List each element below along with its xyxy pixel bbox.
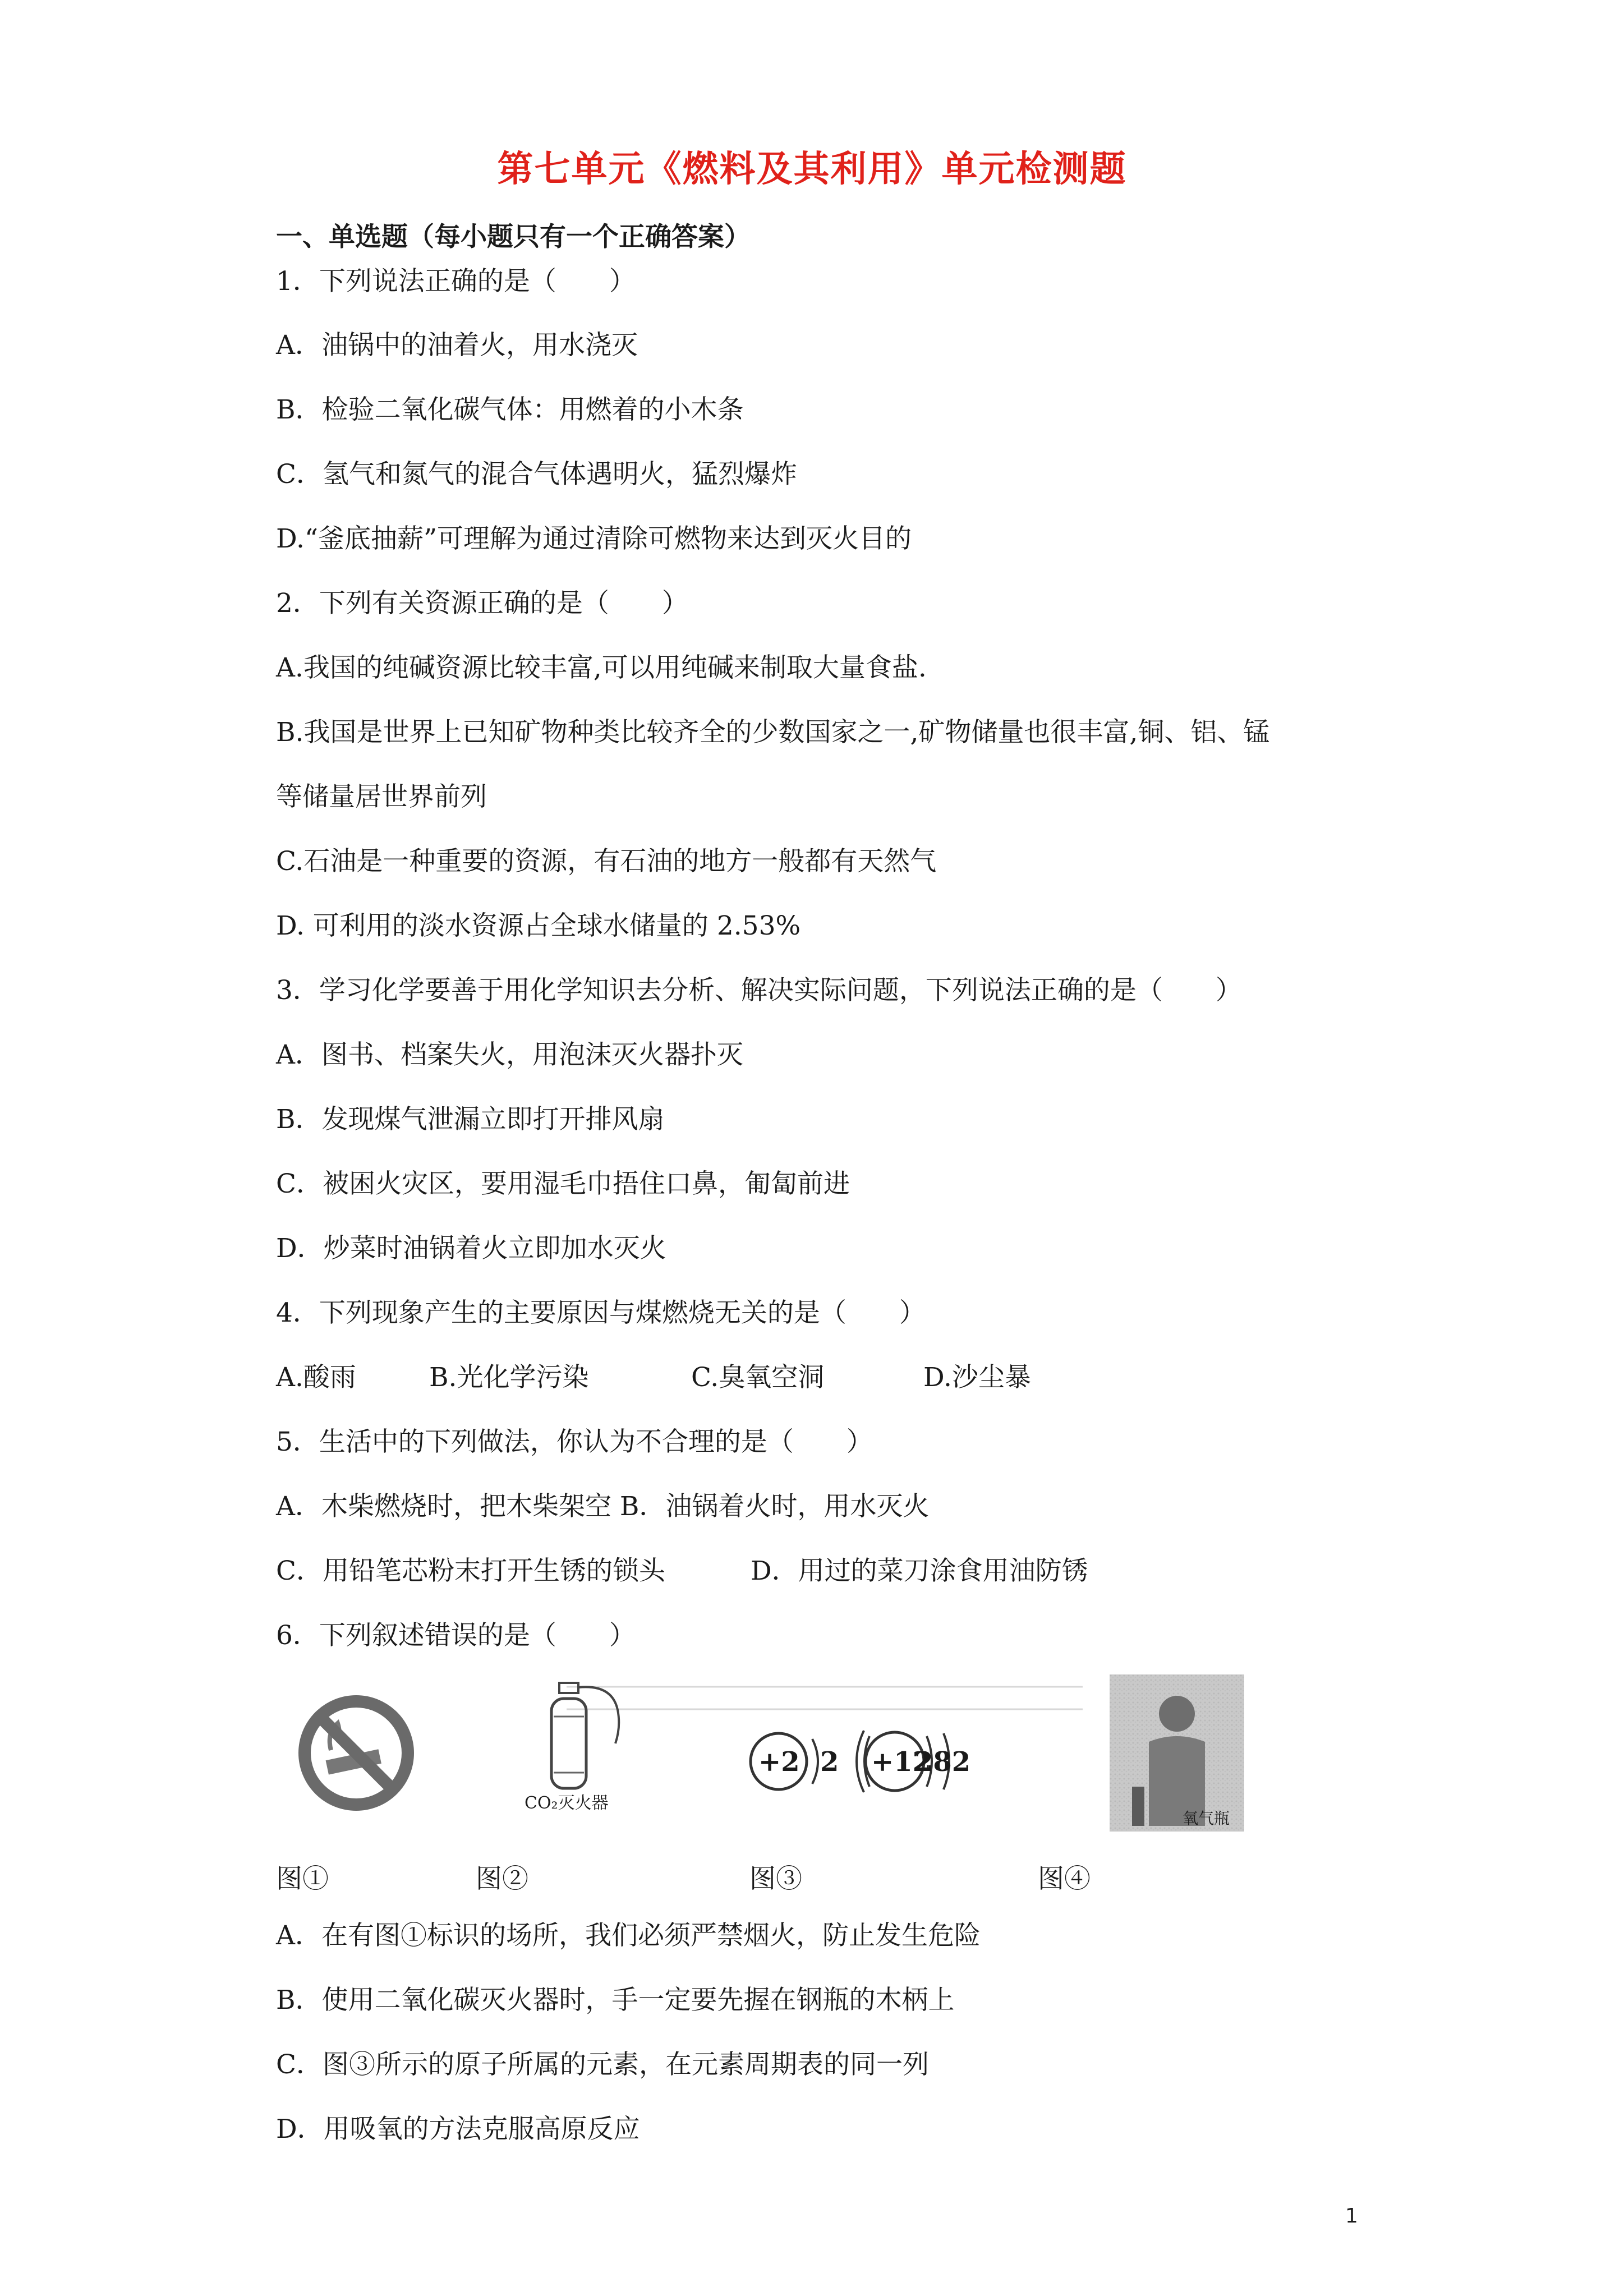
q5-option-d: D．用过的菜刀涂食用油防锈 — [751, 1556, 1088, 1586]
page-title: 第七单元《燃料及其利用》单元检测题 — [497, 149, 1127, 190]
q6-option-c: C．图③所示的原子所属的元素，在元素周期表的同一列 — [276, 2049, 929, 2080]
no-smoking-sign-icon — [292, 1688, 421, 1818]
q6-option-d: D．用吸氧的方法克服高原反应 — [276, 2114, 640, 2145]
q2-option-a: A.我国的纯碱资源比较丰富,可以用纯碱来制取大量食盐. — [276, 652, 927, 683]
atom2-left-arc-outer — [857, 1731, 864, 1792]
q5-option-c: C．用铅笔芯粉末打开生锈的锁头 — [276, 1556, 665, 1586]
figure-label-4: 图④ — [1038, 1864, 1091, 1894]
page-number: 1 — [1345, 2205, 1358, 2228]
section-heading: 一、单选题（每小题只有一个正确答案） — [276, 222, 751, 252]
figure-label-1: 图① — [276, 1864, 329, 1894]
atom1-electrons: 2 — [820, 1746, 839, 1778]
atom2-nucleus-charge: +12 — [871, 1746, 932, 1778]
q5-option-ab: A．木柴燃烧时，把木柴架空 B．油锅着火时，用水灭火 — [276, 1491, 930, 1522]
q3-option-a: A．图书、档案失火，用泡沫灭火器扑灭 — [276, 1039, 743, 1070]
q1-stem: 1．下列说法正确的是（ ） — [276, 266, 636, 297]
q4-option-d: D.沙尘暴 — [923, 1362, 1031, 1393]
q3-option-d: D．炒菜时油锅着火立即加水灭火 — [276, 1233, 666, 1264]
q6-option-b: B．使用二氧化碳灭火器时，手一定要先握在钢瓶的木柄上 — [276, 1985, 955, 2016]
q1-option-c: C．氢气和氮气的混合气体遇明火，猛烈爆炸 — [276, 459, 797, 490]
figure-label-2: 图② — [476, 1864, 528, 1894]
q6-option-a: A．在有图①标识的场所，我们必须严禁烟火，防止发生危险 — [276, 1920, 981, 1951]
q4-option-b: B.光化学污染 — [429, 1362, 589, 1393]
oxygen-tank-photo — [1110, 1674, 1244, 1832]
q1-option-d: D.“釜底抽薪”可理解为通过清除可燃物来达到灭火目的 — [276, 523, 912, 554]
q2-option-c: C.石油是一种重要的资源，有石油的地方一般都有天然气 — [276, 846, 937, 877]
q3-option-c: C．被困火灾区，要用湿毛巾捂住口鼻，匍匐前进 — [276, 1168, 850, 1199]
q3-option-b: B．发现煤气泄漏立即打开排风扇 — [276, 1104, 665, 1135]
q1-option-a: A．油锅中的油着火，用水浇灭 — [276, 330, 638, 361]
q5-stem: 5．生活中的下列做法，你认为不合理的是（ ） — [276, 1427, 873, 1457]
extinguisher-caption: CO₂灭火器 — [525, 1793, 609, 1813]
q4-option-a: A.酸雨 — [276, 1362, 356, 1393]
atom1-nucleus-charge: +2 — [758, 1746, 800, 1778]
q3-stem: 3．学习化学要善于用化学知识去分析、解决实际问题，下列说法正确的是（ ） — [276, 975, 1242, 1006]
figure-label-3: 图③ — [749, 1864, 802, 1894]
q2-option-b-line1: B.我国是世界上已知矿物种类比较齐全的少数国家之一,矿物储量也很丰富,铜、铝、锰 — [276, 717, 1270, 748]
q4-stem: 4．下列现象产生的主要原因与煤燃烧无关的是（ ） — [276, 1297, 926, 1328]
q2-stem: 2．下列有关资源正确的是（ ） — [276, 588, 688, 619]
q6-stem: 6．下列叙述错误的是（ ） — [276, 1620, 636, 1651]
q4-option-c: C.臭氧空洞 — [691, 1362, 825, 1393]
q1-option-b: B．检验二氧化碳气体：用燃着的小木条 — [276, 394, 744, 425]
q2-option-b-line2: 等储量居世界前列 — [276, 781, 487, 812]
q2-option-d: D. 可利用的淡水资源占全球水储量的 2.53% — [276, 910, 801, 941]
atom2-electrons: 282 — [914, 1746, 971, 1778]
oxygen-tank-caption: 氧气瓶 — [1183, 1809, 1230, 1828]
atom1-shell-arc — [812, 1739, 818, 1784]
